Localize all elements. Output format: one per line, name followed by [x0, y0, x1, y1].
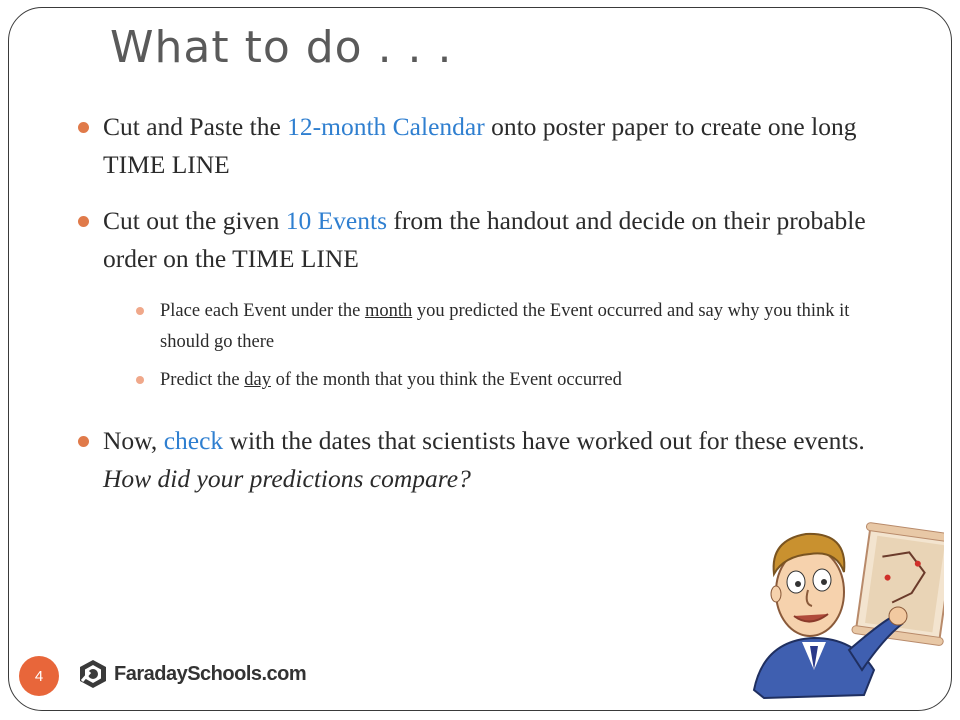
bullet-3-highlight: check [163, 426, 224, 455]
sub-bullet-2-text-pre: Predict the [160, 370, 245, 390]
page-number-badge [19, 656, 59, 696]
slide-content [78, 108, 898, 516]
faraday-logo [78, 659, 306, 689]
sub-bullet-1-text-post: you predicted the Event occurred and say why you think it should go there [160, 301, 850, 352]
sub-bullet-1-underlined: month [364, 301, 413, 321]
scientist-illustration [744, 520, 944, 700]
sub-bullet-2 [136, 365, 898, 396]
sub-bullet-2-text-post: of the month that you think the Event occurred [270, 370, 622, 390]
bullet-2-text-pre: Cut out the given [103, 206, 286, 235]
bullet-3 [78, 422, 898, 498]
bullet-dot-icon [78, 122, 89, 133]
bullet-1 [78, 108, 898, 184]
sub-bullet-2-underlined: day [244, 370, 271, 390]
logo-text: FaradaySchools.com [114, 662, 307, 685]
slide-title: What to do . . . [110, 22, 453, 73]
bullet-2 [78, 202, 898, 278]
sub-bullet-dot-icon [136, 376, 144, 384]
bullet-3-text-mid: with the dates that scientists have worked out for these events. [223, 426, 865, 455]
bullet-3-italic: How did your predictions compare? [103, 464, 471, 493]
sub-bullet-dot-icon [136, 307, 144, 315]
bullet-dot-icon [78, 436, 89, 447]
bullet-1-text-post: onto poster paper to create one long TIME LINE [103, 112, 857, 179]
sub-bullet-1 [136, 296, 898, 358]
bullet-1-highlight: 12-month Calendar [287, 112, 485, 141]
sub-bullet-1-text-pre: Place each Event under the [160, 301, 365, 321]
page-number: 4 [34, 667, 44, 685]
bullet-2-text-post: from the handout and decide on their probable order on the TIME LINE [103, 206, 866, 273]
bullet-3-text-pre: Now, [103, 426, 164, 455]
bullet-1-text-pre: Cut and Paste the [103, 112, 288, 141]
bullet-2-highlight: 10 Events [285, 206, 388, 235]
bullet-dot-icon [78, 216, 89, 227]
faraday-logo-icon [78, 659, 108, 689]
